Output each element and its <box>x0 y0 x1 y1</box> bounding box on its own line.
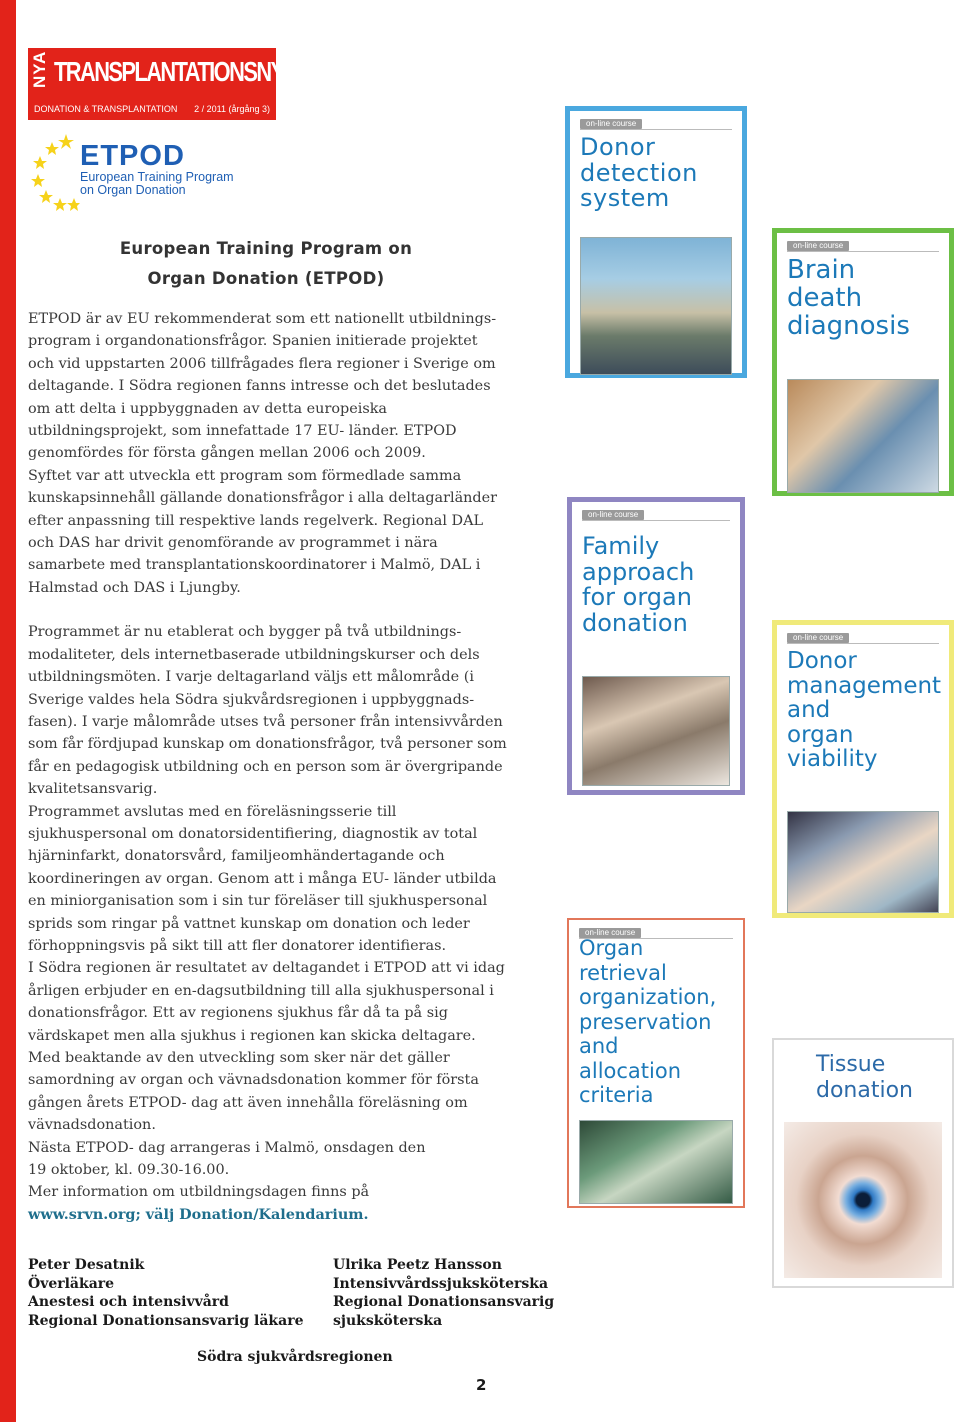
paragraph-7b: 19 oktober, kl. 09.30-16.00. <box>28 1162 230 1179</box>
sig-right-role: sjuksköterska <box>333 1312 443 1329</box>
cover-title-line: organ <box>787 721 854 748</box>
etpod-logo <box>30 132 250 214</box>
cover-title-line: and <box>787 697 831 724</box>
cover-tag: on-line course <box>787 241 849 251</box>
sig-left-title: Överläkare <box>28 1275 115 1292</box>
heading-line2: Organ Donation (ETPOD) <box>147 269 385 288</box>
masthead-title: TRANSPLANTATIONSNYTT <box>54 56 308 87</box>
cover-title-line: death <box>787 282 863 313</box>
cover-title-line: Donor <box>580 133 656 161</box>
logo-line1: European Training Program <box>80 170 234 184</box>
cover-title-line: Donor <box>787 648 857 674</box>
icu-patient-photo <box>787 811 939 913</box>
cover-title-line: donation <box>816 1078 913 1104</box>
cover-title-line: Brain <box>787 255 856 285</box>
cover-tag: on-line course <box>579 928 641 938</box>
cover-donor-management <box>772 620 954 918</box>
cover-title-line: donation <box>582 609 688 638</box>
sig-right-title: Intensivvårdssjuksköterska <box>333 1275 549 1292</box>
sig-right-name: Ulrika Peetz Hansson <box>333 1257 502 1273</box>
helicopter-photo <box>580 237 732 375</box>
cover-title-line: criteria <box>579 1083 654 1108</box>
region-name: Södra sjukvårdsregionen <box>197 1349 393 1365</box>
cover-tissue-donation <box>772 1038 954 1288</box>
sig-left-dept: Anestesi och intensivvård <box>28 1294 229 1311</box>
cover-title-line: organization, <box>579 985 717 1010</box>
cover-title-line: for organ <box>582 583 692 612</box>
paragraph-5: I Södra regionen är resultatet av deltagandet i ETPOD att vi idag årligen erbjuder en en-dagsutbildning till alla sjukhuspersonal i donationsfrågor. Ett av regionens sjukhus får då ta på sig värdskapet men alla sjukhus i regionen kan skicka deltagare. <box>28 960 505 1044</box>
cover-brain-death <box>772 228 954 496</box>
paragraph-1: ETPOD är av EU rekommenderat som ett nationellt utbildningsprogram i organdonationsfrågor. Spanien initierade projektet och vid uppstarten 2006 tillfrågades flera regioner i Sverige om deltagande. I Södra regionen fanns intresse och det beslutades om att delta i uppbyggnaden av detta europeiska utbildningsprojekt, som innefattade 17 EU- länder. ETPOD genomfördes för första gången mellan 2006 och 2009. <box>28 311 497 462</box>
clinical-photo <box>787 379 939 493</box>
masthead <box>28 48 308 120</box>
left-red-bar <box>0 0 16 1422</box>
cover-title-line: system <box>580 184 670 213</box>
cover-organ-retrieval <box>567 918 745 1208</box>
cover-title-line: retrieval <box>579 960 667 985</box>
family-meeting-photo <box>582 676 730 786</box>
logo-etpod: ETPOD <box>80 140 185 172</box>
cover-title-line: management <box>787 672 942 699</box>
article-body <box>28 308 508 1226</box>
cover-tag: on-line course <box>582 510 644 520</box>
surgery-photo <box>579 1120 733 1204</box>
sig-left-role: Regional Donationsansvarig läkare <box>28 1312 304 1329</box>
cover-title-line: diagnosis <box>787 310 910 341</box>
signature-right <box>333 1256 554 1330</box>
cover-title-line: detection <box>580 158 698 187</box>
cover-title <box>582 534 694 637</box>
cover-title <box>787 649 941 772</box>
website-link[interactable]: www.srvn.org; välj Donation/Kalendarium. <box>28 1205 369 1223</box>
page-number: 2 <box>476 1376 487 1394</box>
cover-title <box>580 135 698 212</box>
signature-left <box>28 1256 303 1330</box>
cover-family-approach <box>567 497 745 795</box>
paragraph-8: Mer information om utbildningsdagen finns på <box>28 1184 370 1201</box>
cover-title-line: allocation <box>579 1058 682 1083</box>
cover-title-line: Tissue <box>816 1052 886 1077</box>
cover-title-line: Family <box>582 532 660 560</box>
cover-title-line: viability <box>787 746 878 773</box>
cover-donor-detection <box>565 106 747 378</box>
sig-right-dept: Regional Donationsansvarig <box>333 1294 555 1311</box>
paragraph-2: Syftet var att utveckla ett program som förmedlade samma kunskapsinnehåll gällande donationsfrågor i alla deltagarländer efter anpassning till respektive lands regelverk. Regional DAL och DAS har drivit genomförande av programmet i nära samarbete med transplantationskoordinatorer i Malmö, DAL i Halmstad och DAS i Ljungby. <box>28 467 498 596</box>
cover-title <box>816 1052 913 1105</box>
cover-title <box>787 257 910 340</box>
cover-title-line: preservation <box>579 1009 712 1034</box>
cover-title-line: and <box>579 1034 619 1059</box>
eye-photo <box>784 1122 942 1278</box>
paragraph-6: Med beaktande av den utveckling som sker när det gäller samordning av organ och vävnadsdonation kommer för första gången årets ETPOD- dag att även innehålla föreläsning om vävnadsdonation. <box>28 1050 479 1134</box>
paragraph-3: Programmet är nu etablerat och bygger på två utbildningsmodaliteter, dels internetbaserade utbildningskurser och dels utbildningsmöten. I varje deltagarland väljs ett målområde (i Sverige valdes hela Södra sjukvårdsregionen i uppbyggnadsfasen). I varje målområde utses två personer från intensivvården som får fördjupad kunskap om donationsfrågor, två personer som får en pedagogisk utbildning och en person som är övergripande kvalitetsansvarig. <box>28 624 507 798</box>
paragraph-4: Programmet avslutas med en föreläsningsserie till sjukhuspersonal om donatorsidentifiering, diagnostik av total hjärninfarkt, donatorsvård, familjeomhändertagande och koordineringen av organ. Genom att i många EU- länder utbilda en miniorganisation som i sin tur föreläser till sjukhuspersonal sprids som ringar på vattnet kunskap om donation och leder förhoppningsvis på sikt till att fler donatorer identifieras. <box>28 803 497 954</box>
cover-title <box>579 936 716 1108</box>
masthead-subtitle: DONATION & TRANSPLANTATION <box>34 104 178 114</box>
heading-line1: European Training Program on <box>119 239 413 258</box>
sig-left-name: Peter Desatnik <box>28 1257 145 1273</box>
masthead-nya: NYA <box>30 50 49 88</box>
paragraph-7a: Nästa ETPOD- dag arrangeras i Malmö, onsdagen den <box>28 1139 426 1156</box>
cover-title-line: Organ <box>579 936 644 960</box>
eu-stars-icon <box>30 132 80 214</box>
article-heading <box>28 234 504 294</box>
cover-tag: on-line course <box>787 633 849 643</box>
logo-line2: on Organ Donation <box>80 183 186 197</box>
masthead-issue: 2 / 2011 (årgång 3) <box>194 104 270 114</box>
cover-tag: on-line course <box>580 119 642 129</box>
cover-title-line: approach <box>582 557 695 586</box>
